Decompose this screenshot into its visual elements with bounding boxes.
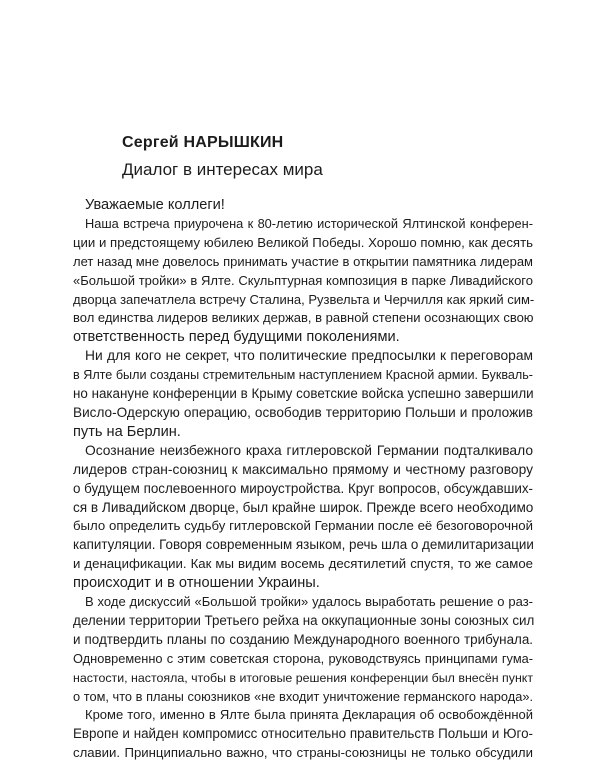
text-line: вол единства лидеров великих держав, в равной степени осознающих свою [73,310,534,326]
text-line: лидеров стран-союзниц к максимально прямому и честному разговору [73,461,533,477]
text-line: было определить судьбу гитлеровской Германии после её безоговорочной [73,518,533,534]
text-line: но накануне конференции в Крыму советские войска успешно завершили [73,386,534,402]
text-line: Уважаемые коллеги! [85,197,225,213]
text-line: лет назад мне довелось принимать участие в открытии памятника лидерам [73,253,533,269]
text-line: ся в Ливадийском дворце, был крайне широк. Прежде всего необходимо [73,499,534,515]
article-title: Диалог в интересах мира [122,160,323,179]
text-line: капитуляции. Говоря современным языком, речь шла о демилитаризации [73,537,534,553]
text-line: и подтвердить планы по созданию Международного военного трибунала. [73,631,533,647]
text-line: славии. Принципиально важно, что страны-союзницы не только обсудили [73,745,533,761]
text-line: о будущем послевоенного мироустройства. Круг вопросов, обсуждавших- [73,480,533,496]
text-line: дворца запечатлела встречу Сталина, Рузвельта и Черчилля как яркий сим- [73,291,535,307]
text-line: Европе и найден компромисс относительно правительств Польши и Юго- [73,726,533,742]
text-line: в Ялте были созданы стремительным наступлением Красной армии. Букваль- [73,368,533,383]
text-line: ответственность перед будущими поколениями. [73,329,400,346]
text-line: происходит и в отношении Украины. [73,575,320,592]
article-body [73,196,533,763]
text-line: настости, настояла, чтобы в итоговые решения конференции был внесён пункт [73,670,534,685]
text-line: Ни для кого не секрет, что политические предпосылки к переговорам [85,348,533,364]
text-line: путь на Берлин. [73,423,181,440]
text-line: Одновременно с этим советская сторона, руководствуясь принципами гума- [73,650,533,666]
text-line: Осознание неизбежного краха гитлеровской Германии подталкивало [85,442,533,458]
text-line: делении территории Третьего рейха на оккупационные зоны союзных сил [73,612,535,628]
text-line: Наша встреча приурочена к 80-летию исторической Ялтинской конферен- [85,215,533,231]
text-line: Висло-Одерскую операцию, освободив территорию Польши и проложив [73,404,533,420]
text-line: «Большой тройки» в Ялте. Скульптурная композиция в парке Ливадийского [73,272,533,288]
text-line: и денацификации. Как мы видим восемь десятилетий спустя, то же самое [73,556,533,572]
text-line: ции и предстоящему юбилею Великой Победы. Хорошо помню, как десять [73,234,533,250]
text-line: Кроме того, именно в Ялте была принята Декларация об освобождённой [85,707,533,723]
author-name: Сергей НАРЫШКИН [122,134,284,151]
text-line: о том, что в планы союзников «не входит уничтожение германского народа». [73,688,533,704]
text-line: В ходе дискуссий «Большой тройки» удалось выработать решение о раз- [85,594,533,610]
